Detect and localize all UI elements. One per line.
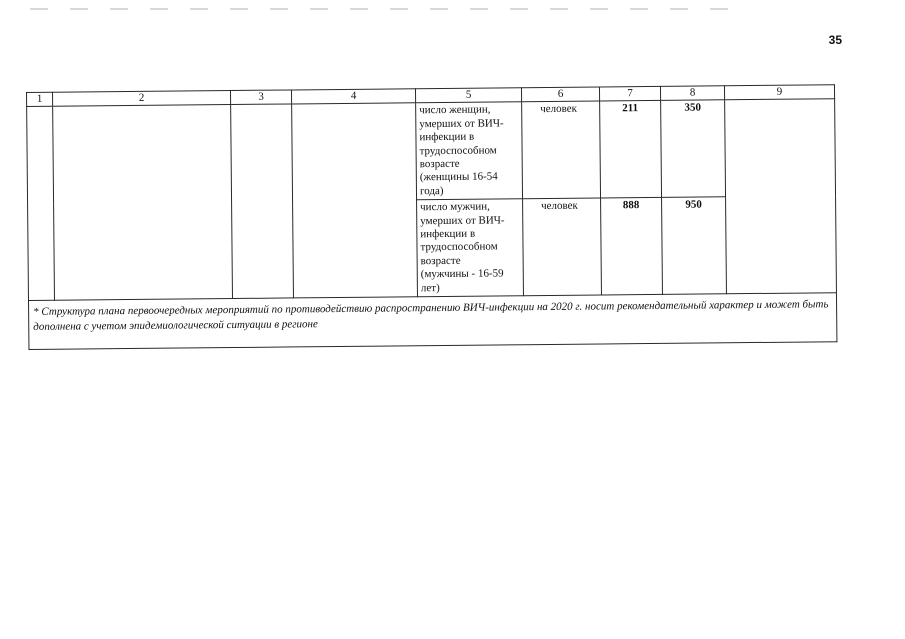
measures-table <box>26 84 837 350</box>
empty-cell <box>292 103 418 298</box>
unit-cell: человек <box>523 198 602 296</box>
column-number: 9 <box>724 85 834 100</box>
value-cell: 211 <box>600 101 662 198</box>
footnote-row <box>29 293 837 349</box>
column-number: 6 <box>521 87 599 102</box>
unit-cell: человек <box>522 101 601 199</box>
column-number: 1 <box>27 92 53 107</box>
document-body <box>26 84 836 350</box>
table-row <box>27 99 836 204</box>
indicator-cell: число мужчин, умерших от ВИЧ- инфекции в трудоспособном возрасте (мужчины - 16-59 лет) <box>417 199 524 297</box>
column-number: 5 <box>415 88 521 103</box>
value-cell: 950 <box>662 197 727 294</box>
empty-cell <box>53 105 233 300</box>
column-number: 2 <box>53 91 231 107</box>
footnote: * Структура плана первоочередных мероприятий по противодействию распространению ВИЧ-инфекции на 2020 г. носит рекомендательный характер и может быть дополнена с учетом эпидемиологической ситуации в регионе <box>29 293 837 349</box>
page-number: 35 <box>828 33 842 47</box>
column-number: 4 <box>291 89 415 105</box>
empty-cell <box>725 99 837 294</box>
column-number: 7 <box>599 86 660 101</box>
column-number: 8 <box>660 86 724 101</box>
indicator-cell: число женщин, умерших от ВИЧ- инфекции в трудоспособном возрасте (женщины 16-54 года) <box>416 102 523 200</box>
column-number: 3 <box>230 90 291 105</box>
scan-artifact-line <box>30 8 750 10</box>
value-cell: 888 <box>601 198 663 295</box>
empty-cell <box>27 107 55 301</box>
value-cell: 350 <box>661 100 726 197</box>
empty-cell <box>231 104 294 298</box>
